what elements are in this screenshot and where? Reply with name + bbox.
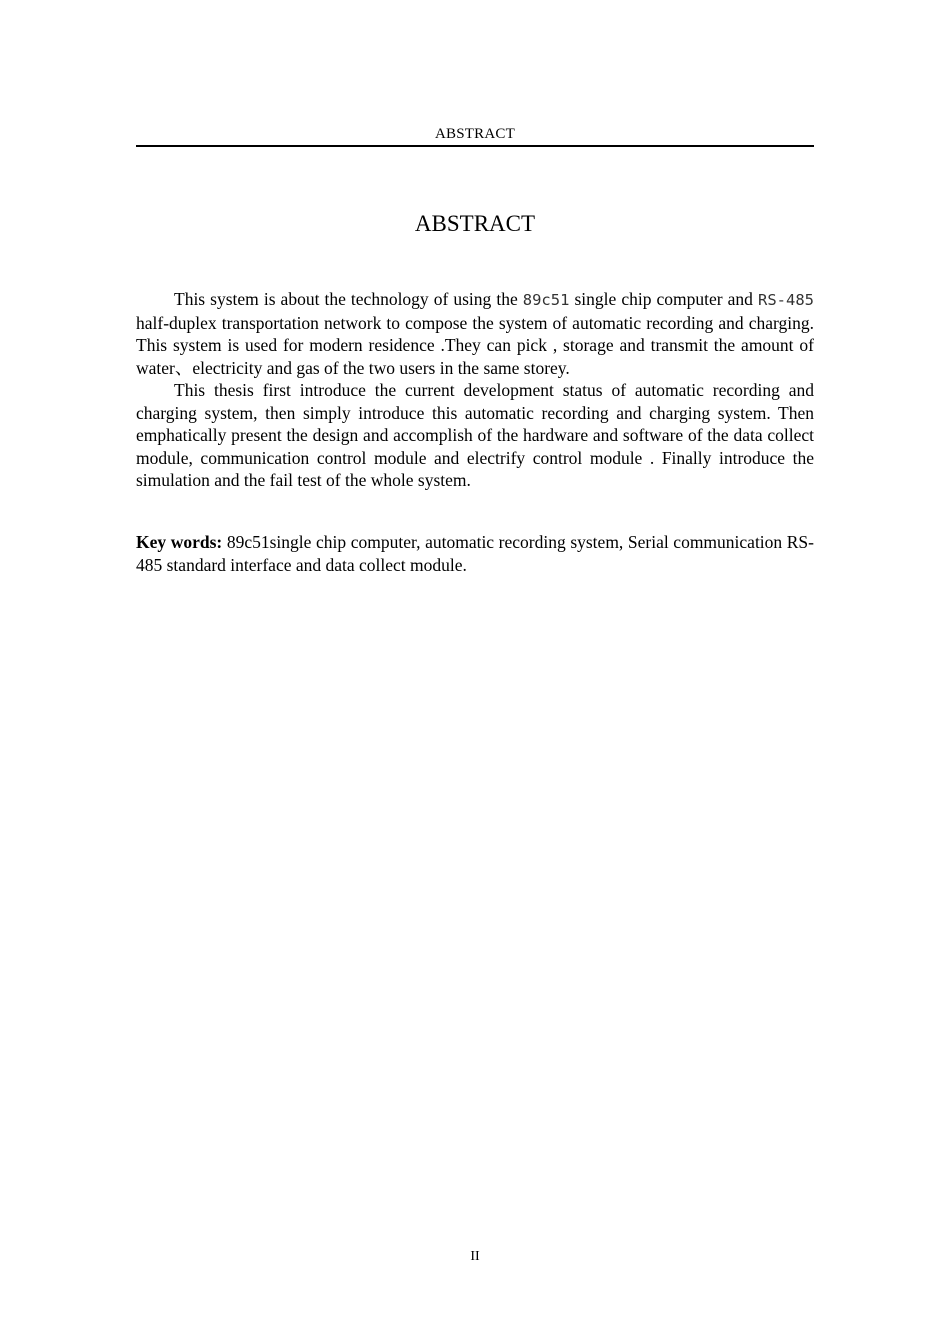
keywords xyxy=(136,531,814,576)
paragraph-1-text-c: half-duplex transportation network to compose the system of automatic recording and charging. This system is used for modern residence .They can pick , storage and transmit the amount of water、electricity and gas of the two users in the same storey. xyxy=(136,312,814,378)
page-title: ABSTRACT xyxy=(414,211,536,236)
abstract-paragraph-2: This thesis first introduce the current development status of automatic recording and charging system, then simply introduce this automatic recording and charging system. Then emphatically present the design and accomplish of the hardware and software of the data collect module, communication control module and electrify control module . Finally introduce the simulation and the fail test of the whole system. xyxy=(136,380,814,490)
abstract-body xyxy=(136,288,814,492)
running-header: ABSTRACT xyxy=(435,126,515,142)
header-rule xyxy=(136,145,814,147)
keywords-label: Key words: xyxy=(136,532,223,552)
page-number: II xyxy=(470,1249,480,1264)
paragraph-1-text-a: This system is about the technology of using the xyxy=(174,289,523,309)
interface-standard-code: RS-485 xyxy=(758,291,814,309)
paragraph-1-text-b: single chip computer and xyxy=(569,289,758,309)
chip-model-code: 89c51 xyxy=(522,291,570,309)
abstract-paragraph-1 xyxy=(136,288,814,379)
keywords-text: 89c51single chip computer, automatic recording system, Serial communication RS-485 standard interface and data collect module. xyxy=(136,532,814,575)
